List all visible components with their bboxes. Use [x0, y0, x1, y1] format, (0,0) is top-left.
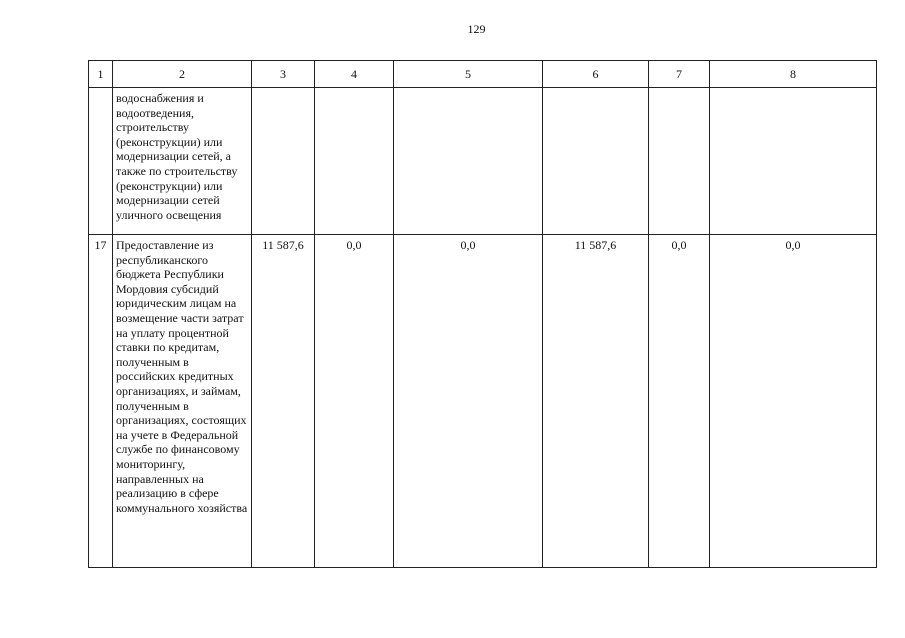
cell-col-5: 0,0 — [394, 235, 543, 568]
cell-col-8 — [710, 88, 877, 235]
cell-col-3 — [252, 88, 315, 235]
cell-col-8: 0,0 — [710, 235, 877, 568]
row-description: водоснабжения и водоотведения, строительству (реконструкции) или модернизации сетей, а также по строительству (реконструкции) или модернизации сетей уличного освещения — [113, 88, 252, 235]
cell-col-3: 11 587,6 — [252, 235, 315, 568]
header-col-7: 7 — [649, 61, 710, 88]
cell-col-6: 11 587,6 — [543, 235, 649, 568]
cell-col-7 — [649, 88, 710, 235]
header-col-1: 1 — [89, 61, 113, 88]
table-row — [89, 235, 877, 568]
header-col-4: 4 — [315, 61, 394, 88]
cell-col-6 — [543, 88, 649, 235]
header-row — [89, 61, 877, 88]
row-description: Предоставление из республиканского бюджета Республики Мордовия субсидий юридическим лицам на возмещение части затрат на уплату процентной ставки по кредитам, полученным в российских кредитных организациях, и займам, полученным в организациях, состоящих на учете в Федеральной службе по финансовому мониторингу, направленных на реализацию в сфере коммунального хозяйства — [113, 235, 252, 568]
cell-col-5 — [394, 88, 543, 235]
header-col-6: 6 — [543, 61, 649, 88]
cell-col-4 — [315, 88, 394, 235]
budget-table — [88, 60, 877, 568]
header-col-3: 3 — [252, 61, 315, 88]
header-col-8: 8 — [710, 61, 877, 88]
row-number: 17 — [89, 235, 113, 568]
header-col-5: 5 — [394, 61, 543, 88]
cell-col-7: 0,0 — [649, 235, 710, 568]
page-number: 129 — [467, 22, 486, 36]
table-row — [89, 88, 877, 235]
cell-col-4: 0,0 — [315, 235, 394, 568]
row-number — [89, 88, 113, 235]
header-col-2: 2 — [113, 61, 252, 88]
